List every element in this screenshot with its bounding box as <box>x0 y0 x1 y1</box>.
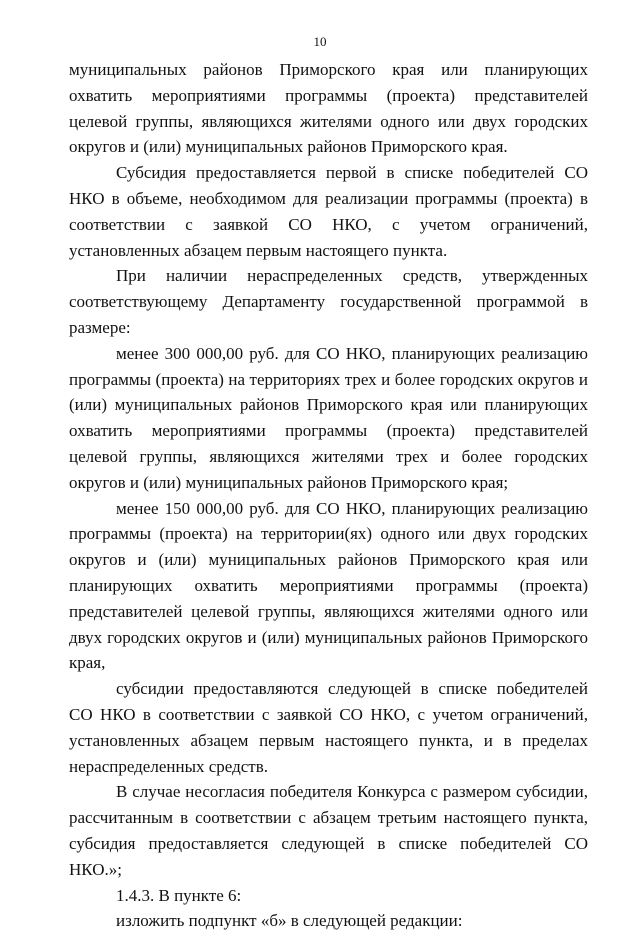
paragraph-undistributed-funds: При наличии нераспределенных средств, утвержденных соответствующему Департаменту государственной программой в размере: <box>69 266 588 337</box>
page-number: 10 <box>313 34 327 49</box>
paragraph-less-150000: менее 150 000,00 руб. для СО НКО, планирующих реализацию программы (проекта) на территории(ях) одного или двух городских округов и (или) муниципальных районов Приморского края или планирующих охватить мероприятиями программы (проекта) представителей целевой группы, являющихся жителями одного или двух городских округов и (или) муниципальных районов Приморского края, <box>69 498 588 673</box>
paragraph-disagreement: В случае несогласия победителя Конкурса с размером субсидии, рассчитанным в соответствии с абзацем третьим настоящего пункта, субсидия предоставляется следующей в списке победителей СО НКО.»; <box>69 782 588 879</box>
paragraph-subitem-b: изложить подпункт «б» в следующей редакции: <box>116 911 463 931</box>
paragraph-continuation: муниципальных районов Приморского края или планирующих охватить мероприятиями программы (проекта) представителей целевой группы, являющихся жителями одного или двух городских округов и (или) муниципальных районов Приморского края. <box>69 60 588 157</box>
paragraph-less-300000: менее 300 000,00 руб. для СО НКО, планирующих реализацию программы (проекта) на территориях трех и более городских округов и (или) муниципальных районов Приморского края или планирующих охватить мероприятиями программы (проекта) представителей целевой группы, являющихся жителями трех и более городских округов и (или) муниципальных районов Приморского края; <box>69 343 588 492</box>
paragraph-item-1-4-3: 1.4.3. В пункте 6: <box>116 885 242 905</box>
paragraph-subsidy-first-winner: Субсидия предоставляется первой в списке победителей СО НКО в объеме, необходимом для реализации программы (проекта) в соответствии с заявкой СО НКО, с учетом ограничений, установленных абзацем первым настоящего пункта. <box>69 163 588 260</box>
document-body <box>69 57 588 934</box>
paragraph-next-winner: субсидии предоставляются следующей в списке победителей СО НКО в соответствии с заявкой СО НКО, с учетом ограничений, установленных абзацем первым настоящего пункта, и в пределах нераспределенных средств. <box>69 679 588 776</box>
